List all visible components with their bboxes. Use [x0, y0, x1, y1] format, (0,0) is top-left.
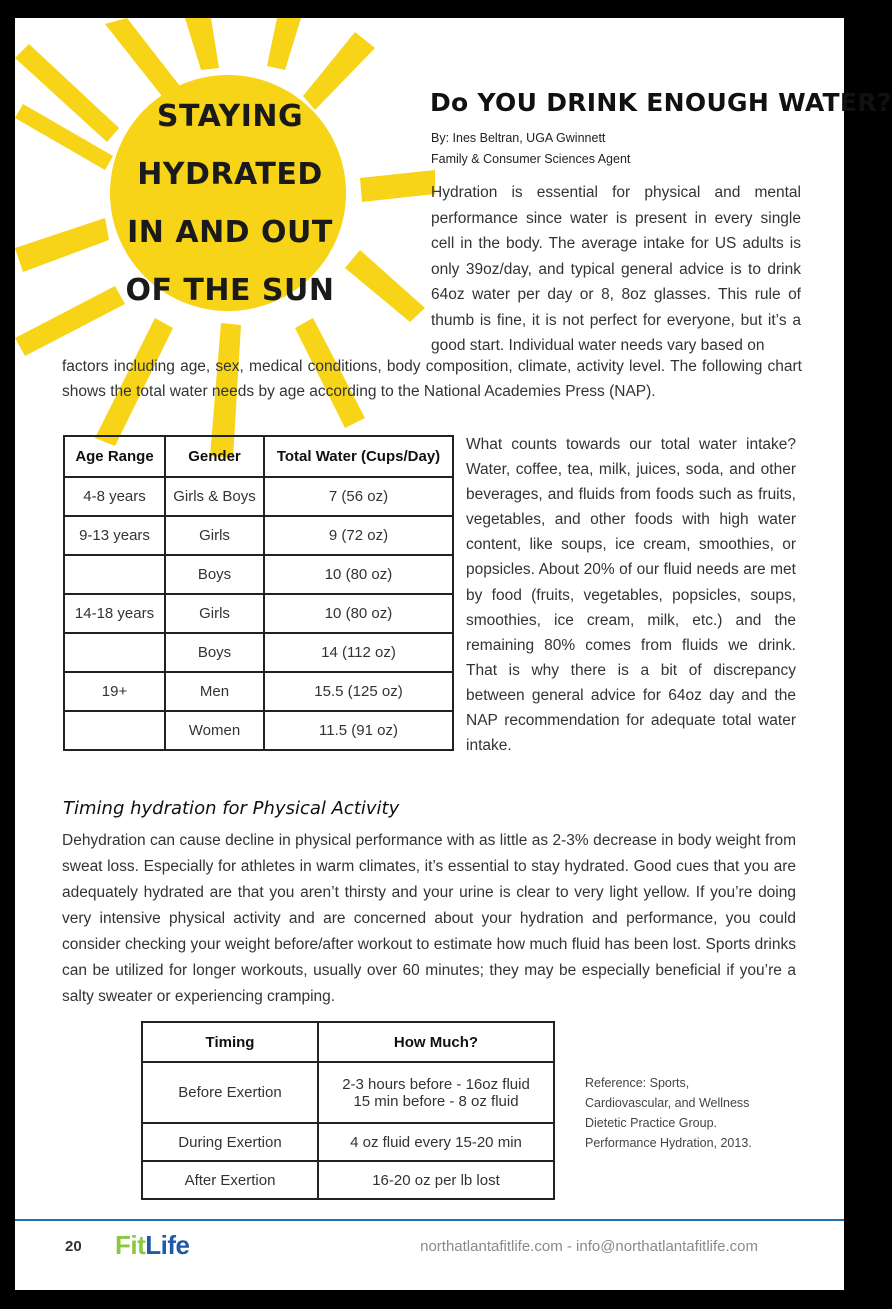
age-cell	[64, 555, 165, 594]
timing-cell: During Exertion	[142, 1123, 318, 1161]
sun-title-line: OF THE SUN	[125, 273, 335, 308]
gender-cell: Boys	[165, 555, 264, 594]
table-row	[64, 633, 453, 672]
byline-role: Family & Consumer Sciences Agent	[431, 152, 631, 166]
column-header: Age Range	[64, 436, 165, 477]
table-row	[64, 594, 453, 633]
table-row	[64, 555, 453, 594]
sun-title-line: STAYING	[156, 99, 304, 134]
age-cell: 14-18 years	[64, 594, 165, 633]
byline	[431, 128, 630, 170]
gender-cell: Men	[165, 672, 264, 711]
water-intake-paragraph: What counts towards our total water intake? Water, coffee, tea, milk, juices, soda, and other beverages, and fluids from foods such as fruits, vegetables, and other foods with high water content, like soups, ice cream, smoothies, or popsicles. About 20% of our fluid needs are met by food (fruits, vegetables, popsicles, soups, smoothies, ice cream, milk, etc.) and the remaining 80% comes from fluids we drink. That is why there is a bit of discrepancy between general advice for 64oz day and the NAP recommendation for adequate total water intake.	[466, 436, 796, 755]
reference-note: Reference: Sports, Cardiovascular, and Wellness Dietetic Practice Group. Performance Hydration, 2013.	[585, 1076, 752, 1150]
age-cell: 19+	[64, 672, 165, 711]
water-cell: 15.5 (125 oz)	[264, 672, 453, 711]
sun-title-line: HYDRATED	[137, 157, 323, 192]
fitlife-logo	[115, 1230, 190, 1261]
timing-cell: Before Exertion	[142, 1062, 318, 1123]
amount-line: 2-3 hours before - 16oz fluid	[342, 1075, 530, 1093]
sun-title-line: IN AND OUT	[127, 215, 333, 250]
table-row	[64, 477, 453, 516]
water-cell: 7 (56 oz)	[264, 477, 453, 516]
magazine-page	[15, 18, 892, 1290]
table-row	[142, 1123, 554, 1161]
footer-contact[interactable]: northatlantafitlife.com - info@northatlantafitlife.com	[420, 1238, 758, 1255]
water-cell: 11.5 (91 oz)	[264, 711, 453, 750]
table-header-row	[142, 1022, 554, 1062]
amount-cell	[318, 1062, 554, 1123]
amount-cell: 4 oz fluid every 15-20 min	[318, 1123, 554, 1161]
amount-cell: 16-20 oz per lb lost	[318, 1161, 554, 1199]
age-cell	[64, 633, 165, 672]
activity-paragraph: Dehydration can cause decline in physical performance with as little as 2-3% decrease in body weight from sweat loss. Especially for athletes in warm climates, it’s essential to stay hydrated. Good cues that you are adequately hydrated are that you aren’t thirsty and your urine is clear to very light yellow. If you’re doing very intensive physical activity and are concerned about your hydration and performance, you could consider checking your weight before/after workout to estimate how much fluid has been lost. Sports drinks can be utilized for longer workouts, usually over 60 minutes; they may be especially beneficial if you’re a salty sweater or experiencing cramping.	[62, 832, 796, 1005]
timing-cell: After Exertion	[142, 1161, 318, 1199]
byline-author: By: Ines Beltran, UGA Gwinnett	[431, 131, 606, 145]
water-cell: 14 (112 oz)	[264, 633, 453, 672]
water-cell: 10 (80 oz)	[264, 555, 453, 594]
table-row	[64, 516, 453, 555]
table-row	[64, 711, 453, 750]
table-header-row	[64, 436, 453, 477]
footer-divider	[15, 1219, 844, 1221]
gender-cell: Boys	[165, 633, 264, 672]
column-header: Timing	[142, 1022, 318, 1062]
logo-part: Fit	[115, 1230, 146, 1260]
column-header: Total Water (Cups/Day)	[264, 436, 453, 477]
intro-paragraph-continued: factors including age, sex, medical conditions, body composition, climate, activity level. The following chart shows the total water needs by age according to the National Academies Press (NAP).	[62, 358, 802, 400]
water-needs-table	[63, 435, 454, 751]
logo-part: Life	[145, 1230, 190, 1260]
water-cell: 10 (80 oz)	[264, 594, 453, 633]
water-cell: 9 (72 oz)	[264, 516, 453, 555]
column-header: How Much?	[318, 1022, 554, 1062]
gender-cell: Girls	[165, 516, 264, 555]
sun-title	[115, 88, 345, 320]
table-row	[142, 1161, 554, 1199]
article-headline: Do YOU DRINK ENOUGH WATER?	[430, 88, 892, 117]
amount-line: 15 min before - 8 oz fluid	[353, 1092, 519, 1110]
hydration-timing-table	[141, 1021, 555, 1200]
page-number: 20	[65, 1238, 82, 1255]
table-row	[64, 672, 453, 711]
column-header: Gender	[165, 436, 264, 477]
intro-paragraph: Hydration is essential for physical and mental performance since water is present in every single cell in the body. The average intake for US adults is only 39oz/day, and typical general advice is to drink 64oz water per day or 8, 8oz glasses. This rule of thumb is fine, it is not perfect for everyone, but it’s a good start. Individual water needs vary based on	[431, 184, 801, 354]
age-cell: 9-13 years	[64, 516, 165, 555]
age-cell: 4-8 years	[64, 477, 165, 516]
gender-cell: Girls & Boys	[165, 477, 264, 516]
table-row	[142, 1062, 554, 1123]
age-cell	[64, 711, 165, 750]
gender-cell: Girls	[165, 594, 264, 633]
gender-cell: Women	[165, 711, 264, 750]
section-heading: Timing hydration for Physical Activity	[63, 798, 400, 819]
